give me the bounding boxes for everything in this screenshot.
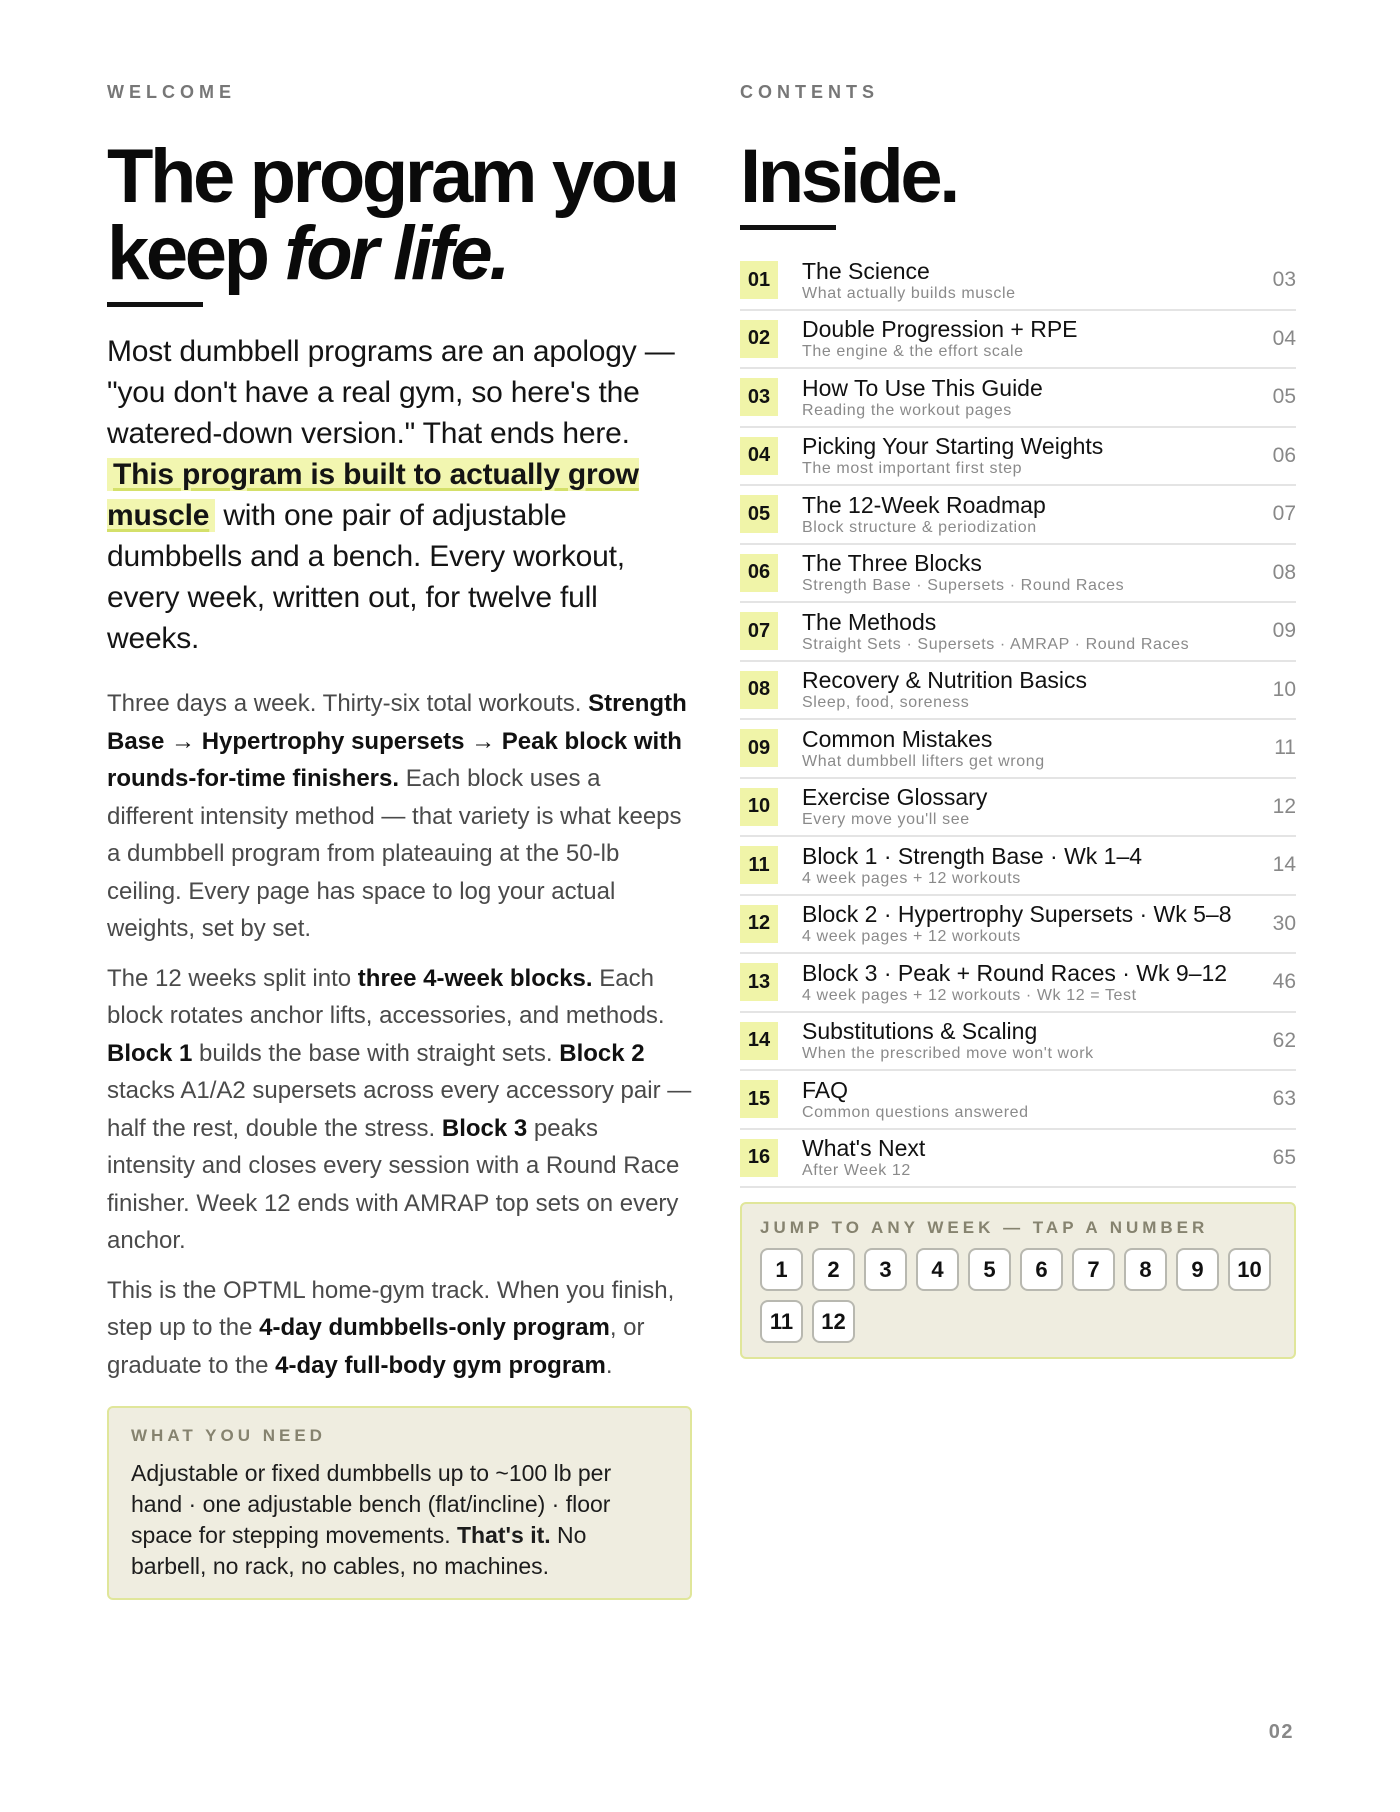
- intro-paragraph-2: [107, 960, 692, 1260]
- toc-page-number: 30: [1272, 911, 1296, 935]
- toc-text: [802, 901, 1246, 946]
- toc-title: The 12-Week Roadmap: [802, 491, 1046, 518]
- lede-paragraph: [107, 331, 692, 659]
- toc-page-number: 09: [1272, 619, 1296, 643]
- toc-item[interactable]: [740, 1071, 1296, 1130]
- toc-item[interactable]: [740, 311, 1296, 370]
- toc-title: Double Progression + RPE: [802, 316, 1078, 343]
- contents-eyebrow: CONTENTS: [740, 82, 879, 102]
- toc-item[interactable]: [740, 369, 1296, 428]
- welcome-column: [107, 80, 692, 1600]
- week-1-button[interactable]: 1: [760, 1248, 803, 1291]
- toc-number-badge: 08: [740, 671, 778, 709]
- toc-subtitle: What dumbbell lifters get wrong: [802, 752, 1045, 770]
- toc-text: [802, 1018, 1246, 1063]
- toc-title: How To Use This Guide: [802, 374, 1043, 401]
- toc-subtitle: Every move you'll see: [802, 811, 970, 829]
- toc-item[interactable]: [740, 428, 1296, 487]
- toc-item[interactable]: [740, 896, 1296, 955]
- toc-number-badge: 11: [740, 846, 778, 884]
- week-12-button[interactable]: 12: [812, 1300, 855, 1343]
- toc-text: [802, 667, 1246, 712]
- toc-page-number: 46: [1272, 970, 1296, 994]
- toc-number-badge: 12: [740, 905, 778, 943]
- toc-page-number: 03: [1272, 268, 1296, 292]
- toc-subtitle: 4 week pages + 12 workouts: [802, 869, 1021, 887]
- toc-title: The Science: [802, 257, 930, 284]
- p2-bold-3: Block 2: [559, 1039, 645, 1067]
- toc-page-number: 10: [1272, 677, 1296, 701]
- toc-item[interactable]: [740, 1130, 1296, 1189]
- toc-item[interactable]: [740, 720, 1296, 779]
- toc-text: [802, 1077, 1246, 1122]
- p1-text-1: Three days a week. Thirty-six total workouts.: [107, 690, 589, 717]
- contents-title-rule: [740, 225, 836, 230]
- toc-text: [802, 550, 1246, 595]
- toc-number-badge: 14: [740, 1022, 778, 1060]
- intro-paragraph-1: [107, 685, 692, 948]
- toc-page-number: 05: [1272, 385, 1296, 409]
- toc-subtitle: 4 week pages + 12 workouts: [802, 928, 1021, 946]
- p3-text-1: This is the OPTML home-gym track. When you finish, step up to the: [107, 1276, 675, 1341]
- week-5-button[interactable]: 5: [968, 1248, 1011, 1291]
- toc-text: [802, 726, 1246, 771]
- toc-text: [802, 433, 1246, 478]
- toc-title: Common Mistakes: [802, 725, 993, 752]
- what-you-need-callout: [107, 1406, 692, 1600]
- week-6-button[interactable]: 6: [1020, 1248, 1063, 1291]
- what-you-need-text: [131, 1458, 668, 1582]
- toc-item[interactable]: [740, 837, 1296, 896]
- intro-paragraph-3: [107, 1272, 692, 1385]
- toc-page-number: 11: [1274, 736, 1296, 760]
- title-line-2-plain: keep: [107, 211, 285, 296]
- toc-subtitle: When the prescribed move won't work: [802, 1045, 1094, 1063]
- toc-text: [802, 492, 1246, 537]
- toc-number-badge: 09: [740, 729, 778, 767]
- toc-title: The Methods: [802, 608, 937, 635]
- toc-subtitle: 4 week pages + 12 workouts · Wk 12 = Test: [802, 986, 1137, 1004]
- toc-subtitle: Strength Base · Supersets · Round Races: [802, 577, 1125, 595]
- need-text-2: No barbell, no rack, no cables, no machines.: [131, 1522, 587, 1579]
- week-8-button[interactable]: 8: [1124, 1248, 1167, 1291]
- toc-number-badge: 03: [740, 378, 778, 416]
- p2-bold-4: Block 3: [441, 1114, 528, 1142]
- title-rule: [107, 302, 203, 307]
- p2-bold-2: Block 1: [107, 1039, 193, 1067]
- week-buttons: [760, 1248, 1276, 1343]
- toc-page-number: 14: [1272, 853, 1296, 877]
- toc-title: Picking Your Starting Weights: [802, 433, 1104, 460]
- p2-text-4: stacks A1/A2 supersets across every accessory pair — half the rest, double the stress.: [107, 1077, 692, 1142]
- toc-item[interactable]: [740, 252, 1296, 311]
- toc-text: [802, 1135, 1246, 1180]
- toc-page-number: 65: [1272, 1145, 1296, 1169]
- toc-page-number: 63: [1272, 1087, 1296, 1111]
- toc-number-badge: 16: [740, 1139, 778, 1177]
- toc-subtitle: The engine & the effort scale: [802, 343, 1024, 361]
- toc-number-badge: 04: [740, 437, 778, 475]
- week-3-button[interactable]: 3: [864, 1248, 907, 1291]
- jump-to-week-label: JUMP TO ANY WEEK — TAP A NUMBER: [760, 1218, 1209, 1237]
- toc-subtitle: Reading the workout pages: [802, 401, 1012, 419]
- toc-page-number: 04: [1272, 326, 1296, 350]
- p2-bold-1: three 4-week blocks.: [357, 964, 593, 992]
- toc-item[interactable]: [740, 662, 1296, 721]
- toc-title: The Three Blocks: [802, 550, 982, 577]
- p3-text-2: , or graduate to the: [107, 1314, 645, 1379]
- p3-text-3: .: [605, 1351, 613, 1379]
- jump-to-week-panel: [740, 1202, 1296, 1359]
- toc-text: [802, 258, 1246, 303]
- toc-subtitle: The most important first step: [802, 460, 1023, 478]
- page-title: [107, 134, 692, 296]
- toc-number-badge: 13: [740, 963, 778, 1001]
- toc-page-number: 07: [1272, 502, 1296, 526]
- toc-title: Substitutions & Scaling: [802, 1018, 1038, 1045]
- toc-number-badge: 02: [740, 320, 778, 358]
- toc-number-badge: 06: [740, 554, 778, 592]
- toc-text: [802, 784, 1246, 829]
- toc-item[interactable]: [740, 545, 1296, 604]
- toc-title: Exercise Glossary: [802, 784, 988, 811]
- toc-text: [802, 375, 1246, 420]
- toc-subtitle: Straight Sets · Supersets · AMRAP · Round Races: [802, 635, 1190, 653]
- p1-text-2: Each block uses a different intensity method — that variety is what keeps a dumbbell program from plateauing at the 50-lb ceiling. Every page has space to log your actual weights, set by set.: [107, 765, 682, 942]
- contents-column: [740, 80, 1296, 1359]
- lede-highlight: This program is built to actually grow muscle: [107, 458, 639, 532]
- toc-item[interactable]: [740, 779, 1296, 838]
- toc-page-number: 62: [1272, 1028, 1296, 1052]
- week-7-button[interactable]: 7: [1072, 1248, 1115, 1291]
- week-9-button[interactable]: 9: [1176, 1248, 1219, 1291]
- toc-text: [802, 960, 1246, 1005]
- title-line-2: [107, 211, 692, 296]
- p2-text-1: The 12 weeks split into: [107, 964, 358, 992]
- contents-title: Inside.: [740, 134, 957, 219]
- toc-title: Block 3 · Peak + Round Races · Wk 9–12: [802, 959, 1228, 986]
- toc-text: [802, 609, 1246, 654]
- toc-subtitle: After Week 12: [802, 1162, 911, 1180]
- toc-subtitle: Common questions answered: [802, 1103, 1029, 1121]
- toc-title: What's Next: [802, 1135, 926, 1162]
- toc-subtitle: Sleep, food, soreness: [802, 694, 970, 712]
- title-line-1: The program you: [107, 134, 677, 219]
- toc-page-number: 06: [1272, 443, 1296, 467]
- page-number: 02: [1268, 1721, 1294, 1743]
- toc-number-badge: 10: [740, 788, 778, 826]
- need-bold-1: That's it.: [457, 1522, 551, 1548]
- p2-text-5: peaks intensity and closes every session with a Round Race finisher. Week 12 ends with AMRAP top sets on every anchor.: [107, 1114, 680, 1254]
- toc-number-badge: 15: [740, 1080, 778, 1118]
- p1-bold-1: Strength Base → Hypertrophy supersets → Peak block with rounds-for-time finishers.: [107, 690, 687, 792]
- toc-number-badge: 05: [740, 495, 778, 533]
- p2-text-3: builds the base with straight sets.: [192, 1039, 560, 1067]
- p2-text-2: Each block rotates anchor lifts, accessories, and methods.: [107, 964, 665, 1029]
- what-you-need-label: WHAT YOU NEED: [131, 1426, 326, 1445]
- toc-title: Block 2 · Hypertrophy Supersets · Wk 5–8: [802, 901, 1232, 928]
- table-of-contents: [740, 252, 1296, 1188]
- toc-text: [802, 316, 1246, 361]
- week-10-button[interactable]: 10: [1228, 1248, 1271, 1291]
- toc-page-number: 12: [1272, 794, 1296, 818]
- title-line-2-italic: for life.: [284, 211, 508, 296]
- toc-title: Block 1 · Strength Base · Wk 1–4: [802, 842, 1143, 869]
- p3-bold-1: 4-day dumbbells-only program: [259, 1314, 610, 1341]
- toc-item[interactable]: [740, 603, 1296, 662]
- toc-number-badge: 01: [740, 261, 778, 299]
- toc-title: FAQ: [802, 1076, 849, 1103]
- toc-number-badge: 07: [740, 612, 778, 650]
- toc-item[interactable]: [740, 486, 1296, 545]
- toc-title: Recovery & Nutrition Basics: [802, 667, 1088, 694]
- week-4-button[interactable]: 4: [916, 1248, 959, 1291]
- toc-text: [802, 843, 1246, 888]
- need-text-1: Adjustable or fixed dumbbells up to ~100 lb per hand · one adjustable bench (flat/incline) · floor space for stepping movements.: [131, 1460, 612, 1548]
- toc-page-number: 08: [1272, 560, 1296, 584]
- lede-before: Most dumbbell programs are an apology — "you don't have a real gym, so here's the watered-down version." That ends here.: [107, 335, 675, 450]
- week-11-button[interactable]: 11: [760, 1300, 803, 1343]
- welcome-eyebrow: WELCOME: [107, 82, 236, 102]
- toc-item[interactable]: [740, 1013, 1296, 1072]
- toc-subtitle: What actually builds muscle: [802, 284, 1016, 302]
- week-2-button[interactable]: 2: [812, 1248, 855, 1291]
- p3-bold-2: 4-day full-body gym program: [275, 1351, 606, 1379]
- toc-item[interactable]: [740, 954, 1296, 1013]
- toc-subtitle: Block structure & periodization: [802, 518, 1037, 536]
- lede-after: with one pair of adjustable dumbbells and a bench. Every workout, every week, written out, for twelve full weeks.: [107, 499, 625, 655]
